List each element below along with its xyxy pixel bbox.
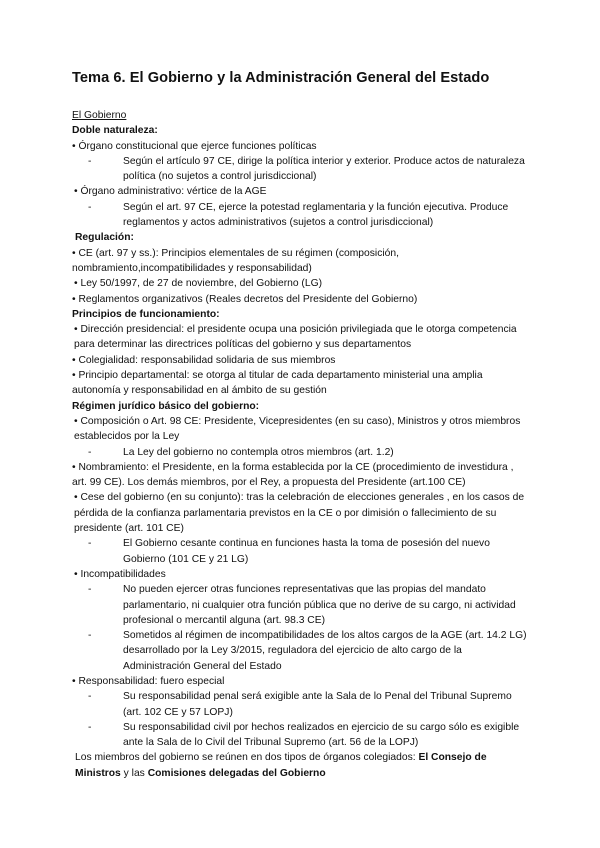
dash-item	[88, 720, 528, 751]
dash-item-text: Su responsabilidad civil por hechos realizados en ejercicio de su cargo sólo es exigible ante la Sala de lo Civil del Tribunal Supremo (art. 56 de la LOPJ)	[123, 721, 520, 749]
closing-paragraph	[72, 750, 528, 781]
document-body	[72, 108, 528, 781]
comisiones-delegadas: Comisiones delegadas del Gobierno	[147, 767, 326, 779]
dash-marker: -	[88, 155, 92, 167]
subheading-doble-naturaleza: Doble naturaleza:	[72, 125, 158, 137]
dash-item	[88, 154, 528, 185]
bullet-nombramiento: • Nombramiento: el Presidente, en la forma establecida por la CE (procedimiento de investidura , art. 99 CE). Los demás miembros, por el Rey, a propuesta del Presidente (art.100 CE)	[72, 461, 514, 489]
bullet-composicion: • Composición o Art. 98 CE: Presidente, Vicepresidentes (en su caso), Ministros y otros miembros establecidos por la Ley	[74, 415, 521, 443]
dash-item-text: La Ley del gobierno no contempla otros miembros (art. 1.2)	[123, 446, 394, 458]
subheading-regimen-juridico: Régimen jurídico básico del gobierno:	[72, 400, 260, 412]
dash-marker: -	[88, 721, 92, 733]
dash-item	[88, 582, 528, 628]
dash-item-text: Según el art. 97 CE, ejerce la potestad reglamentaria y la función ejecutiva. Produce reglamentos y actos administrativos (sujetos a control jurisdiccional)	[123, 201, 509, 229]
dash-item	[88, 536, 528, 567]
dash-item	[88, 628, 528, 674]
dash-marker: -	[88, 446, 92, 458]
bullet-reglamentos: • Reglamentos organizativos (Reales decretos del Presidente del Gobierno)	[72, 293, 418, 305]
dash-item	[88, 200, 528, 231]
bullet-ley-50-1997: • Ley 50/1997, de 27 de noviembre, del Gobierno (LG)	[74, 278, 323, 290]
subheading-regulacion: Regulación:	[75, 232, 134, 244]
dash-item-text: Según el artículo 97 CE, dirige la política interior y exterior. Produce actos de naturaleza política (no sujetos a control jurisdiccional)	[123, 155, 525, 183]
closing-text-mid: y las	[120, 767, 148, 779]
bullet-colegialidad: • Colegialidad: responsabilidad solidaria de sus miembros	[72, 354, 336, 366]
dash-marker: -	[88, 691, 92, 703]
dash-item-text: No pueden ejercer otras funciones representativas que las propias del mandato parlamentario, ni cualquier otra función pública que no derive de su cargo, ni actividad profesional o mercantil alguna (art. 98.3 CE)	[123, 584, 516, 626]
page-title: Tema 6. El Gobierno y la Administración General del Estado	[72, 70, 490, 86]
bullet-organo-administrativo: • Órgano administrativo: vértice de la AGE	[74, 186, 267, 198]
bullet-direccion-presidencial: • Dirección presidencial: el presidente ocupa una posición privilegiada que le otorga competencia para determinar las directrices políticas del gobierno y sus departamentos	[74, 324, 517, 351]
dash-item	[88, 689, 528, 720]
section-heading-gobierno: El Gobierno	[72, 110, 127, 121]
dash-item-text: Sometidos al régimen de incompatibilidades de los altos cargos de la AGE (art. 14.2 LG) desarrollado por la Ley 3/2015, reguladora del ejercicio de alto cargo de la Administración General del Estado	[123, 630, 527, 672]
dash-marker: -	[88, 201, 92, 213]
bullet-ce: • CE (art. 97 y ss.): Principios elementales de su régimen (composición, nombramiento,incompatibilidades y responsabilidad)	[72, 247, 399, 274]
bullet-incompatibilidades: • Incompatibilidades	[74, 568, 166, 580]
consejo-de-ministros: El Consejo de Ministros	[75, 752, 487, 779]
bullet-organo-constitucional: • Órgano constitucional que ejerce funciones políticas	[72, 140, 317, 152]
dash-item	[88, 445, 528, 460]
bullet-principio-departamental: • Principio departamental: se otorga al titular de cada departamento ministerial una amplia autonomía y responsabilidad en al ámbito de su gestión	[72, 370, 483, 397]
bullet-responsabilidad: • Responsabilidad: fuero especial	[72, 675, 225, 687]
closing-text-start: Los miembros del gobierno se reúnen en dos tipos de órganos colegiados:	[75, 752, 419, 764]
dash-marker: -	[88, 538, 92, 550]
dash-item-text: Su responsabilidad penal será exigible ante la Sala de lo Penal del Tribunal Supremo (art. 102 CE y 57 LOPJ)	[123, 691, 512, 718]
dash-item-text: El Gobierno cesante continua en funciones hasta la toma de posesión del nuevo Gobierno (101 CE y 21 LG)	[123, 538, 490, 565]
bullet-cese: • Cese del gobierno (en su conjunto): tras la celebración de elecciones generales , en los casos de pérdida de la confianza parlamentaria previstos en la CE o por dimisión o fallecimiento de su presidente (art. 101 CE)	[74, 492, 525, 535]
dash-marker: -	[88, 630, 92, 642]
subheading-principios: Principios de funcionamiento:	[72, 308, 220, 320]
dash-marker: -	[88, 584, 92, 596]
